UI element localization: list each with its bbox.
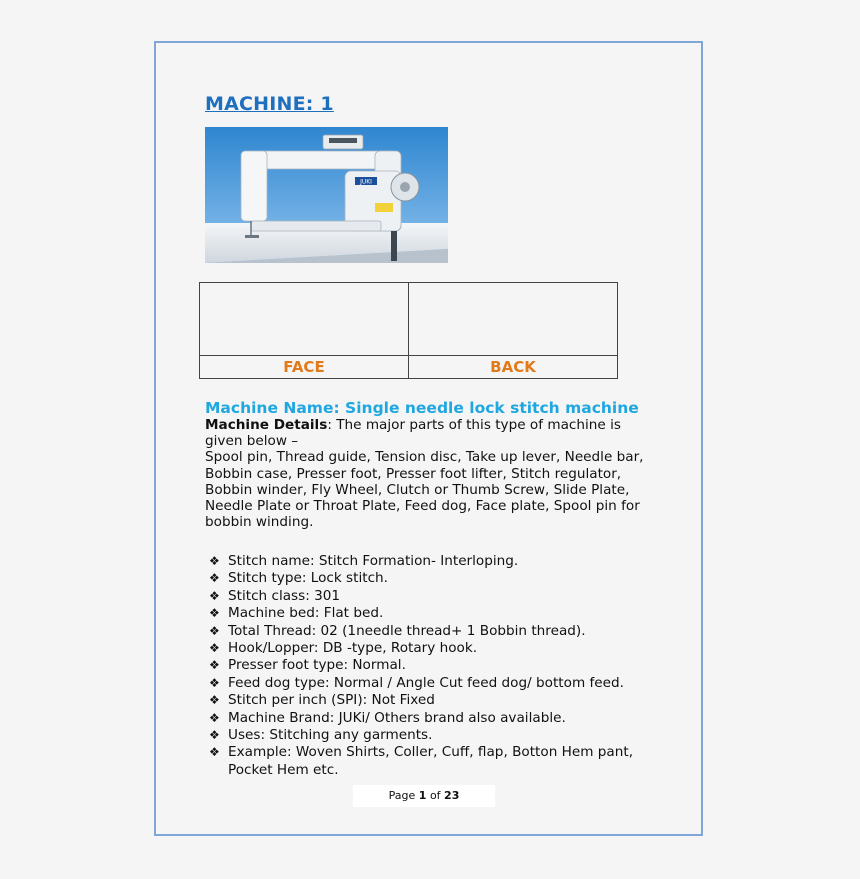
diamond-bullet-icon: ❖: [209, 623, 220, 638]
back-image-cell: [409, 283, 618, 356]
document-page: [154, 41, 703, 836]
list-item: ❖ Uses: Stitching any garments.: [209, 727, 433, 744]
diamond-bullet-icon: ❖: [209, 728, 220, 743]
footer-total-pages: 23: [444, 789, 460, 802]
diamond-bullet-icon: ❖: [209, 571, 220, 586]
diamond-bullet-icon: ❖: [209, 745, 220, 760]
sewing-machine-image: [205, 127, 448, 263]
footer-of-word: of: [429, 789, 441, 802]
list-item: ❖ Stitch class: 301: [209, 587, 341, 604]
footer-current-page: 1: [418, 789, 427, 802]
list-item: ❖ Machine Brand: JUKi/ Others brand also available.: [209, 709, 566, 726]
face-label: FACE: [200, 356, 409, 379]
diamond-bullet-icon: ❖: [209, 693, 220, 708]
list-item: ❖ Stitch per inch (SPI): Not Fixed: [209, 692, 435, 709]
back-label: BACK: [409, 356, 618, 379]
details-parts: Spool pin, Thread guide, Tension disc, Take up lever, Needle bar, Bobbin case, Presser foot, Presser foot lifter, Stitch regulator, Bobbin winder, Fly Wheel, Clutch or Thumb Screw, Slide Plate, Needle Plate or Throat Plate, Feed dog, Face plate, Spool pin for bobbin winding.: [205, 449, 644, 531]
page-number-footer: [353, 785, 495, 807]
list-item: ❖ Stitch type: Lock stitch.: [209, 570, 388, 587]
details-intro: : The major parts of this type of machine is given below –: [205, 417, 621, 450]
diamond-bullet-icon: ❖: [209, 606, 220, 621]
diamond-bullet-icon: ❖: [209, 588, 220, 603]
brand-badge-text: JUKI: [360, 178, 372, 186]
list-item: ❖ Feed dog type: Normal / Angle Cut feed dog/ bottom feed.: [209, 674, 624, 691]
details-label: Machine Details: [205, 417, 328, 433]
list-item: ❖ Stitch name: Stitch Formation- Interloping.: [209, 553, 519, 569]
diamond-bullet-icon: ❖: [209, 641, 220, 656]
list-item: ❖ Total Thread: 02 (1needle thread+ 1 Bobbin thread).: [209, 622, 586, 639]
diamond-bullet-icon: ❖: [209, 675, 220, 690]
list-item: ❖ Example: Woven Shirts, Coller, Cuff, flap, Botton Hem pant, Pocket Hem etc.: [209, 744, 634, 778]
diamond-bullet-icon: ❖: [209, 658, 220, 673]
diamond-bullet-icon: ❖: [209, 710, 220, 725]
footer-page-word: Page: [388, 789, 416, 802]
list-item: ❖ Presser foot type: Normal.: [209, 657, 406, 674]
machine-name: Machine Name: Single needle lock stitch machine: [205, 399, 639, 417]
list-item: ❖ Machine bed: Flat bed.: [209, 605, 384, 622]
machine-heading: MACHINE: 1: [205, 93, 334, 115]
face-back-table: [199, 282, 618, 379]
face-image-cell: [200, 283, 409, 356]
spec-list: [209, 553, 659, 779]
diamond-bullet-icon: ❖: [209, 554, 220, 568]
list-item: ❖ Hook/Lopper: DB -type, Rotary hook.: [209, 640, 478, 657]
machine-details: [205, 417, 655, 530]
